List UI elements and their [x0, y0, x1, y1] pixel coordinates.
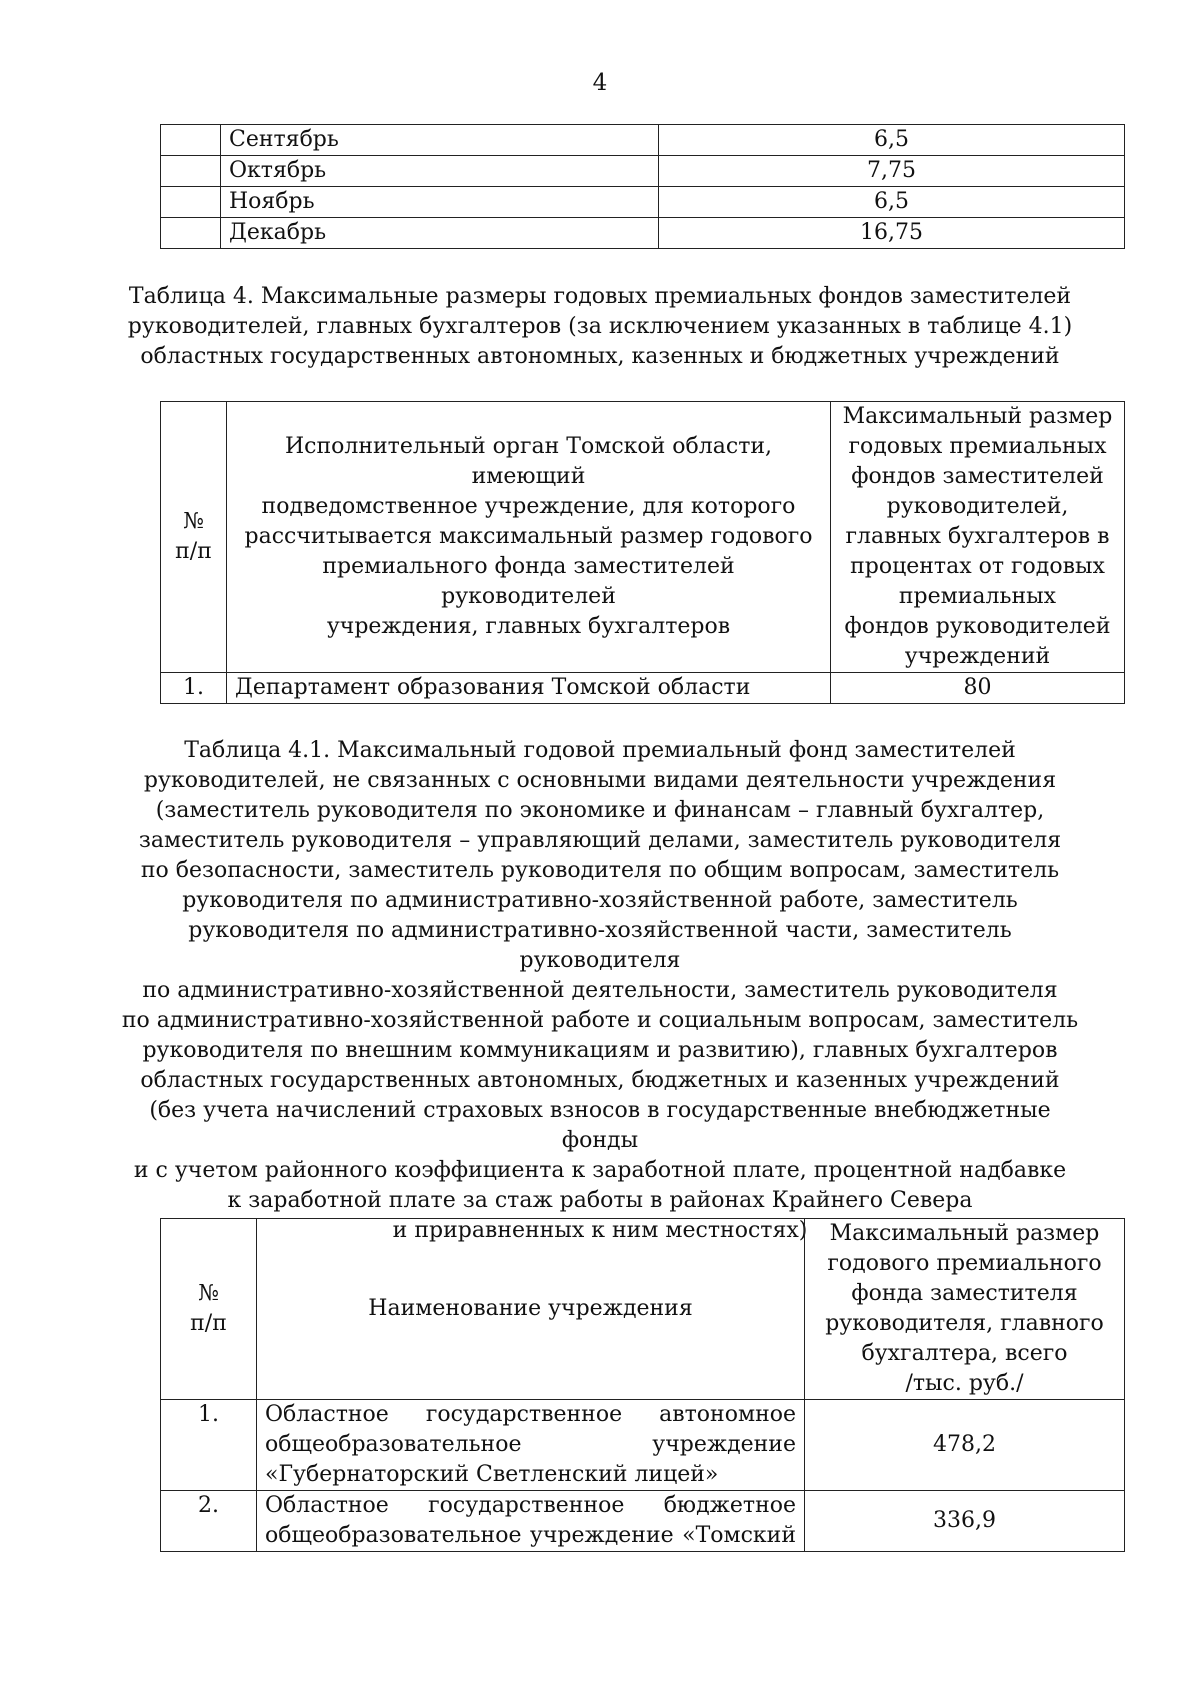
- caption-line: руководителя по административно-хозяйственной части, заместитель руководителя: [188, 918, 1012, 973]
- header-organ-cell: [227, 402, 831, 673]
- caption-line: руководителя по административно-хозяйственной работе, заместитель: [182, 888, 1018, 913]
- row-num-cell: 1.: [161, 1400, 257, 1491]
- name-line: Областное государственное автономное: [265, 1402, 796, 1427]
- empty-cell: [161, 156, 221, 187]
- month-cell: Октябрь: [221, 156, 659, 187]
- header-line: учреждения, главных бухгалтеров: [326, 614, 731, 639]
- header-line: главных бухгалтеров в: [845, 524, 1110, 549]
- value-cell: 16,75: [659, 218, 1125, 249]
- caption-line: заместитель руководителя – управляющий делами, заместитель руководителя: [138, 828, 1062, 853]
- header-num-symbol: №: [183, 509, 204, 534]
- header-line: Максимальный размер: [842, 404, 1113, 429]
- caption-line: руководителей, главных бухгалтеров (за исключением указанных в таблице 4.1): [127, 314, 1073, 339]
- header-num-symbol: №: [198, 1281, 219, 1306]
- caption-line: областных государственных автономных, бюджетных и казенных учреждений: [140, 1068, 1060, 1093]
- table41-caption: [110, 736, 1090, 1246]
- caption-line: (без учета начислений страховых взносов в государственные внебюджетные фонды: [149, 1098, 1051, 1153]
- header-line: подведомственное учреждение, для которого: [261, 494, 796, 519]
- header-line: учреждений: [904, 644, 1051, 669]
- table-header-row: [161, 1219, 1125, 1400]
- header-name-cell: Наименование учреждения: [257, 1219, 805, 1400]
- caption-line: по административно-хозяйственной работе и социальным вопросам, заместитель: [121, 1008, 1079, 1033]
- header-size-cell: [805, 1219, 1125, 1400]
- caption-line: областных государственных автономных, казенных и бюджетных учреждений: [140, 344, 1060, 369]
- caption-line: по безопасности, заместитель руководителя по общим вопросам, заместитель: [140, 858, 1060, 883]
- header-num-abbr: п/п: [190, 1311, 227, 1336]
- header-line: фондов заместителей: [851, 464, 1104, 489]
- header-num-abbr: п/п: [175, 539, 212, 564]
- table41: [160, 1218, 1125, 1552]
- value-cell: 6,5: [659, 125, 1125, 156]
- table-row: [161, 673, 1125, 704]
- header-line: Исполнительный орган Томской области, имеющий: [284, 434, 773, 489]
- table-row: [161, 125, 1125, 156]
- table-row: [161, 1491, 1125, 1552]
- row-value-cell: 336,9: [805, 1491, 1125, 1552]
- value-cell: 7,75: [659, 156, 1125, 187]
- table-row: [161, 218, 1125, 249]
- row-organ-cell: Департамент образования Томской области: [227, 673, 831, 704]
- page-number: 4: [592, 70, 608, 96]
- row-num-cell: 2.: [161, 1491, 257, 1552]
- months-table: [160, 124, 1125, 249]
- caption-line: Таблица 4. Максимальные размеры годовых премиальных фондов заместителей: [128, 284, 1072, 309]
- row-value-cell: 80: [831, 673, 1125, 704]
- empty-cell: [161, 187, 221, 218]
- header-line: фондов руководителей: [844, 614, 1111, 639]
- name-line: общеобразовательное учреждение «Томский: [265, 1523, 796, 1548]
- header-line: бухгалтера, всего: [861, 1341, 1068, 1366]
- empty-cell: [161, 218, 221, 249]
- month-cell: Сентябрь: [221, 125, 659, 156]
- value-cell: 6,5: [659, 187, 1125, 218]
- caption-line: руководителей, не связанных с основными видами деятельности учреждения: [143, 768, 1057, 793]
- caption-line: к заработной плате за стаж работы в районах Крайнего Севера: [227, 1188, 973, 1213]
- header-num-cell: [161, 1219, 257, 1400]
- header-line: премиального фонда заместителей руководителей: [322, 554, 735, 609]
- header-line: рассчитывается максимальный размер годового: [244, 524, 813, 549]
- table-row: [161, 156, 1125, 187]
- header-line: руководителя, главного: [825, 1311, 1104, 1336]
- caption-line: Таблица 4.1. Максимальный годовой премиальный фонд заместителей: [184, 738, 1016, 763]
- header-line: годовых премиальных: [848, 434, 1107, 459]
- table-header-row: [161, 402, 1125, 673]
- caption-line: и приравненных к ним местностях): [392, 1218, 808, 1243]
- header-line: премиальных: [898, 584, 1057, 609]
- row-value-cell: 478,2: [805, 1400, 1125, 1491]
- empty-cell: [161, 125, 221, 156]
- table-row: [161, 187, 1125, 218]
- table4-caption: [120, 282, 1080, 372]
- name-line: общеобразовательное учреждение: [265, 1432, 796, 1457]
- header-line: руководителей,: [886, 494, 1069, 519]
- table-row: [161, 1400, 1125, 1491]
- name-line: Областное государственное бюджетное: [265, 1493, 796, 1518]
- month-cell: Декабрь: [221, 218, 659, 249]
- caption-line: и с учетом районного коэффициента к заработной плате, процентной надбавке: [133, 1158, 1067, 1183]
- row-name-cell: [257, 1491, 805, 1552]
- header-line: годового премиального: [827, 1251, 1102, 1276]
- header-line: Максимальный размер: [829, 1221, 1100, 1246]
- caption-line: по административно-хозяйственной деятельности, заместитель руководителя: [142, 978, 1058, 1003]
- caption-line: (заместитель руководителя по экономике и финансам – главный бухгалтер,: [155, 798, 1045, 823]
- month-cell: Ноябрь: [221, 187, 659, 218]
- name-line: «Губернаторский Светленский лицей»: [265, 1462, 719, 1487]
- caption-line: руководителя по внешним коммуникациям и развитию), главных бухгалтеров: [142, 1038, 1058, 1063]
- header-size-cell: [831, 402, 1125, 673]
- header-line: /тыс. руб./: [905, 1371, 1024, 1396]
- header-line: процентах от годовых: [850, 554, 1105, 579]
- row-num-cell: 1.: [161, 673, 227, 704]
- row-name-cell: [257, 1400, 805, 1491]
- table4: [160, 401, 1125, 704]
- header-num-cell: [161, 402, 227, 673]
- header-line: фонда заместителя: [851, 1281, 1078, 1306]
